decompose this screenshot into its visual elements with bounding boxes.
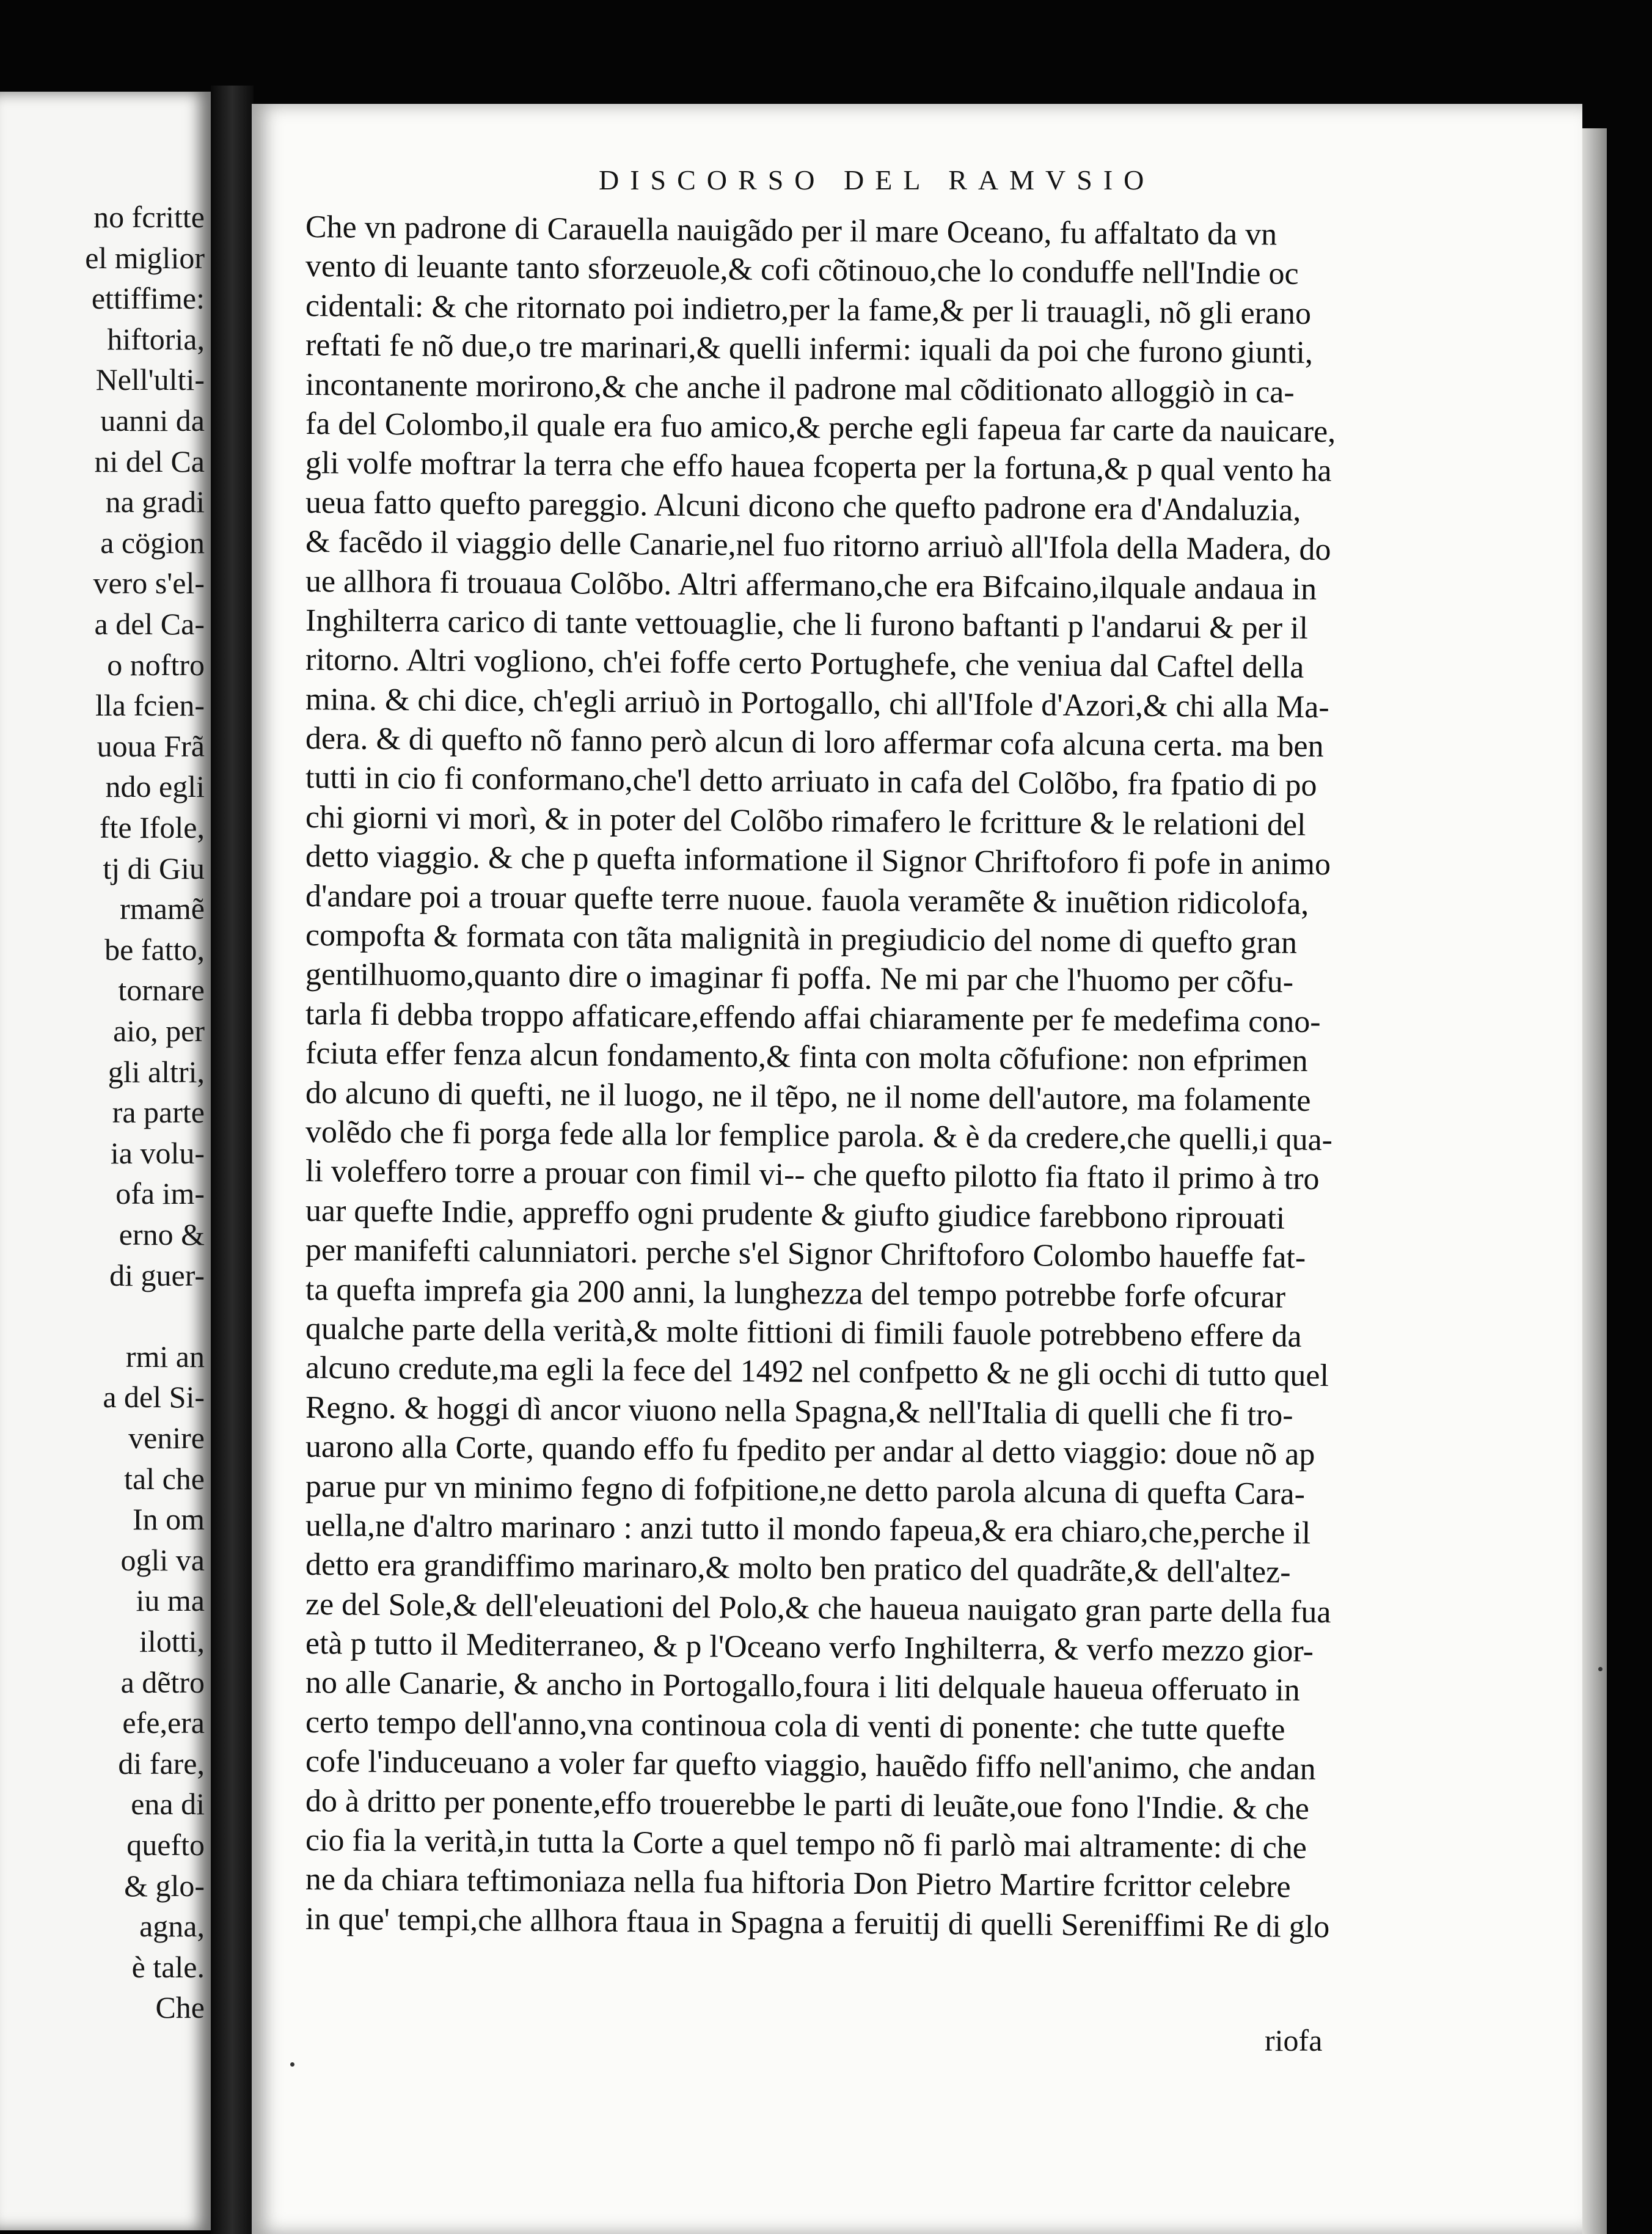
text-line: incontanente morirono,& che anche il padrone mal cõditionato alloggiò in ca-	[305, 367, 1295, 410]
text-line: tutti in cio fi conformano,che'l detto arriuato in cafa del Colõbo, fra fpatio di po	[305, 760, 1317, 804]
body-text	[305, 208, 1393, 1944]
facing-page-line: è tale.	[131, 1949, 205, 1984]
ink-speck	[290, 2062, 294, 2067]
text-line: & facẽdo il viaggio delle Canarie,nel fuo ritorno arriuò all'Ifola della Madera, do	[305, 524, 1331, 568]
facing-page-line: venire	[128, 1421, 205, 1455]
text-line: Regno. & hoggi dì ancor viuono nella Spagna,& nell'Italia di quelli che fi tro-	[305, 1390, 1293, 1433]
facing-page-line: o noftro	[107, 647, 205, 682]
ink-speck	[1598, 1667, 1603, 1671]
text-line: Che vn padrone di Carauella nauigãdo per il mare Oceano, fu affaltato da vn	[305, 210, 1277, 252]
text-line: alcuno credute,ma egli la fece del 1492 nel confpetto & ne gli occhi di tutto quel	[305, 1350, 1329, 1394]
text-line: d'andare poi a trouar quefte terre nuoue. fauola veramẽte & inuẽtion ridicolofa,	[305, 878, 1309, 921]
text-line: volẽdo che fi porga fede alla lor femplice parola. & è da credere,che quelli,i qua-	[305, 1114, 1333, 1158]
facing-page-line: rmamẽ	[120, 892, 205, 926]
facing-page-line: a dẽtro	[120, 1665, 205, 1699]
text-line: qualche parte della verità,& molte fittioni di fimili fauole potrebbeno effere da	[305, 1311, 1302, 1354]
facing-page-line: a del Si-	[103, 1380, 205, 1415]
facing-page-left	[0, 92, 211, 2230]
facing-page-line: tj di Giu	[103, 851, 205, 885]
text-line: cofe l'induceuano a voler far quefto viaggio, hauẽdo fiffo nell'animo, che andan	[305, 1744, 1316, 1787]
text-line: età p tutto il Mediterraneo, & p l'Oceano verfo Inghilterra, & verfo mezzo gior-	[305, 1626, 1314, 1669]
text-line: mina. & chi dice, ch'egli arriuò in Portogallo, chi all'Ifole d'Azori,& chi alla Ma-	[305, 681, 1329, 725]
text-line: ueua fatto quefto pareggio. Alcuni dicono che quefto padrone era d'Andaluzia,	[305, 485, 1301, 528]
text-line: cio fia la verità,in tutta la Corte a quel tempo nõ fi parlò mai altramente: di che	[305, 1823, 1307, 1866]
facing-page-line: fte Ifole,	[99, 810, 205, 844]
facing-page-line: di guer-	[109, 1258, 205, 1292]
facing-page-line: quefto	[126, 1828, 205, 1862]
text-line: compofta & formata con tãta malignità in pregiudicio del nome di quefto gran	[305, 918, 1298, 961]
facing-page-line: erno &	[119, 1217, 205, 1251]
text-line: do à dritto per ponente,effo trouerebbe le parti di leuãte,oue fono l'Indie. & che	[305, 1783, 1310, 1826]
facing-page-line: ofa im-	[115, 1176, 205, 1211]
text-line: tarla fi debba troppo affaticare,effendo affai chiaramente per fe medefima cono-	[305, 996, 1321, 1039]
facing-page-line: agna,	[139, 1909, 205, 1944]
facing-page-line: tornare	[118, 973, 205, 1008]
facing-page-line: aio, per	[113, 1014, 205, 1048]
facing-page-line: In om	[132, 1502, 205, 1537]
text-line: detto era grandiffimo marinaro,& molto ben pratico del quadrãte,& dell'altez-	[305, 1547, 1291, 1590]
book-gutter	[211, 86, 254, 2234]
text-line: Inghilterra carico di tante vettouaglie, che li furono baftanti p l'andarui & per il	[305, 602, 1309, 646]
facing-page-line: ogli va	[120, 1542, 205, 1577]
facing-page-line: ilotti,	[139, 1624, 205, 1658]
facing-page-line: no fcritte	[93, 200, 205, 234]
facing-page-line: a cögion	[100, 525, 205, 560]
text-line: cidentali: & che ritornato poi indietro,per la fame,& per li trauagli, nõ gli erano	[305, 288, 1312, 331]
text-line: vento di leuante tanto sforzeuole,& cofi cõtinouo,che lo conduffe nell'Indie oc	[305, 249, 1299, 292]
text-line: uella,ne d'altro marinaro : anzi tutto il mondo fapeua,& era chiaro,che,perche il	[305, 1507, 1311, 1551]
text-line: gli volfe moftrar la terra che effo haueа fcoperta per la fortuna,& p qual vento ha	[305, 445, 1332, 489]
facing-page-line: be fatto,	[104, 932, 205, 967]
text-line: detto viaggio. & che p quefta informatione il Signor Chriftoforo fi pofe in animo	[305, 839, 1331, 882]
text-line: ritorno. Altri vogliono, ch'ei foffe certo Portughefe, che veniua dal Caftel della	[305, 642, 1304, 686]
facing-page-line: lla fcien-	[95, 688, 205, 723]
facing-page-line: Nell'ulti-	[95, 362, 205, 397]
text-line: ue allhora fi trouaua Colõbo. Altri affermano,che era Bifcaino,ilquale andaua in	[305, 563, 1317, 607]
facing-page-line: hiftoria,	[107, 321, 205, 356]
catchword: riofa	[1265, 2023, 1323, 2057]
text-line: gentilhuomo,quanto dire o imaginar fi poffa. Ne mi par che l'huomo per cõfu-	[305, 957, 1294, 1000]
facing-page-line: ettiffime:	[91, 281, 205, 316]
running-head: DISCORSO DEL RAMVSIO	[599, 164, 1155, 196]
facing-page-line: efe,era	[122, 1705, 205, 1740]
facing-page-line: & glo-	[124, 1868, 205, 1903]
text-line: li voleffero torre a prouar con fimil vi-- che quefto pilotto fia ftato il primo à tro	[305, 1154, 1320, 1197]
facing-page-line: tal che	[124, 1461, 205, 1496]
facing-page-line: ndo egli	[105, 769, 205, 804]
facing-page-line: ra parte	[112, 1095, 205, 1130]
text-line: reftati fe nõ due,o tre marinari,& quelli infermi: iquali da poi che furono giunti,	[305, 328, 1314, 371]
facing-page-line: a del Ca-	[94, 607, 205, 641]
text-line: ze del Sole,& dell'eleuationi del Polo,& che haueua nauigato gran parte della fua	[305, 1586, 1331, 1630]
text-line: chi giorni vi morì, & in poter del Colõbo rimafero le fcritture & le relationi del	[305, 799, 1306, 843]
text-line: uarono alla Corte, quando effo fu fpedito per andar al detto viaggio: doue nõ ap	[305, 1429, 1315, 1473]
text-line: fa del Colombo,il quale era fuo amico,& perche egli fapeua far carte da nauicare,	[305, 406, 1336, 450]
facing-page-line: iu ma	[136, 1583, 205, 1618]
facing-page-line: ni del Ca	[94, 444, 205, 478]
facing-page-line: el miglior	[85, 240, 205, 275]
facing-page-line: rmi an	[125, 1339, 205, 1374]
text-line: dera. & di quefto nõ fanno però alcun di loro affermar cofa alcuna certa. ma ben	[305, 721, 1324, 764]
text-line: in que' tempi,che allhora ftaua in Spagna a feruitij di quelli Sereniffimi Re di glo	[305, 1901, 1330, 1944]
text-line: per manifefti calunniatori. perche s'el Signor Chriftoforo Colombo haueffe fat-	[305, 1232, 1306, 1276]
facing-page-line: gli altri,	[108, 1054, 205, 1089]
facing-page-line: uoua Frã	[97, 728, 205, 763]
text-line: ne da chiara teftimoniaza nella fua hiftoria Don Pietro Martire fcrittor celebre	[305, 1862, 1291, 1905]
facing-page-line: uanni da	[100, 403, 205, 438]
facing-page-line: na gradi	[105, 485, 205, 519]
text-line: certo tempo dell'anno,vna continoua cola di venti di ponente: che tutte quefte	[305, 1704, 1285, 1748]
facing-page-line: di fare,	[118, 1746, 205, 1781]
facing-page-line: ia volu-	[110, 1135, 205, 1170]
text-line: uar quefte Indie, appreffo ogni prudente & giufto giudice farebbono riprouati	[305, 1193, 1285, 1236]
text-line: no alle Canarie, & ancho in Portogallo,foura i liti delquale haueua offeruato in	[305, 1665, 1301, 1708]
facing-page-line: Che	[155, 1990, 205, 2025]
facing-page-line: vero s'el-	[93, 566, 205, 601]
text-line: fciuta effer fenza alcun fondamento,& finta con molta cõfufione: non efprimen	[305, 1036, 1308, 1079]
text-line: do alcuno di quefti, ne il luogo, ne il tẽpo, ne il nome dell'autore, ma folamente	[305, 1075, 1311, 1118]
text-line: parue pur vn minimo fegno di fofpitione,ne detto parola alcuna di quefta Cara-	[305, 1468, 1306, 1512]
text-line: ta quefta imprefa gia 200 anni, la lunghezza del tempo potrebbe forfe ofcurar	[305, 1272, 1286, 1315]
page-edge	[1582, 128, 1607, 2234]
facing-page-line: ena di	[131, 1787, 205, 1822]
